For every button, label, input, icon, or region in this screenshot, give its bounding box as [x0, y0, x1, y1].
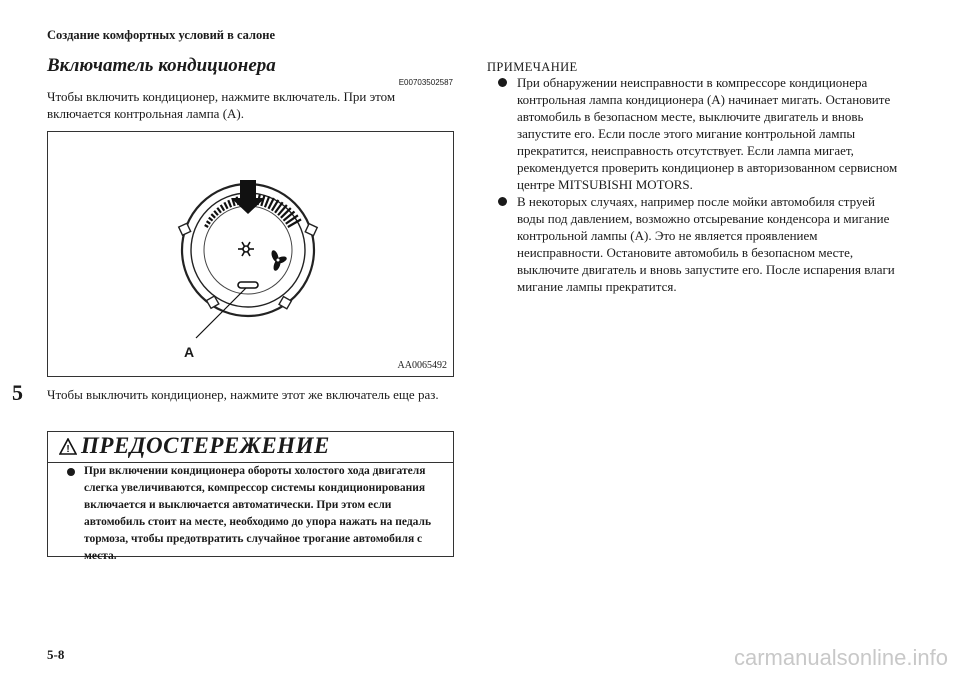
- warning-header: [48, 432, 453, 463]
- ac-switch-figure: [47, 131, 454, 377]
- running-header: Создание комфортных условий в салоне: [47, 28, 276, 42]
- note-item: [501, 74, 901, 193]
- note-item-text: В некоторых случаях, например после мойки автомобиля струей воды под давлением, возможно отсыревание конденсора и мигание контрольной лампы (A). Это не является проявлением неисправности. Остановите автомобиль в безопасном месте, выключите двигатель и вновь запустите его. После испарения влаги мигание лампы прекратится.: [517, 194, 895, 294]
- bullet-icon: [498, 78, 507, 87]
- note-item: [501, 193, 901, 295]
- section-code: E00703502587: [398, 78, 453, 87]
- off-paragraph: Чтобы выключить кондиционер, нажмите этот же включатель еще раз.: [47, 387, 439, 402]
- bullet-icon: [498, 197, 507, 206]
- note-list: [501, 74, 901, 295]
- page-number: 5-8: [47, 647, 65, 662]
- warning-triangle-mark: !: [66, 444, 70, 455]
- chapter-number: 5: [12, 380, 23, 405]
- note-title: ПРИМЕЧАНИЕ: [487, 60, 578, 74]
- warning-title: ПРЕДОСТЕРЕЖЕНИЕ: [81, 433, 330, 458]
- note-item-text: При обнаружении неисправности в компрессоре кондиционера контрольная лампа кондиционера (A) начинает мигать. Остановите автомобиль в безопасном месте, выключите двигатель и вновь запустите его. Если после этого мигание контрольной лампы прекратится, неисправность отсутствует. Если лампа мигает, рекомендуется проверить кондиционер в авторизованном сервисном центре MITSUBISHI MOTORS.: [517, 75, 898, 192]
- bullet-icon: [67, 468, 75, 476]
- indicator-lamp-icon: [238, 282, 258, 288]
- warning-triangle-icon: [59, 438, 77, 455]
- figure-label-a: A: [184, 344, 195, 360]
- ac-switch-illustration: [48, 132, 453, 376]
- section-title: Включатель кондиционера: [47, 55, 276, 76]
- warning-item: [66, 463, 446, 565]
- warning-item-text: При включении кондиционера обороты холостого хода двигателя слегка увеличиваются, компрессор системы кондиционирования включается и выключается автоматически. При этом если автомобиль стоит на месте, необходимо до упора нажать на педаль тормоза, чтобы предотвратить случайное трогание автомобиля с места.: [84, 465, 432, 562]
- watermark: carmanualsonline.info: [733, 645, 948, 670]
- warning-body: [66, 463, 446, 565]
- intro-paragraph: Чтобы включить кондиционер, нажмите включатель. При этом включается контрольная лампа (A).: [47, 89, 396, 121]
- warning-box: [47, 431, 454, 562]
- figure-code: AA0065492: [397, 360, 447, 371]
